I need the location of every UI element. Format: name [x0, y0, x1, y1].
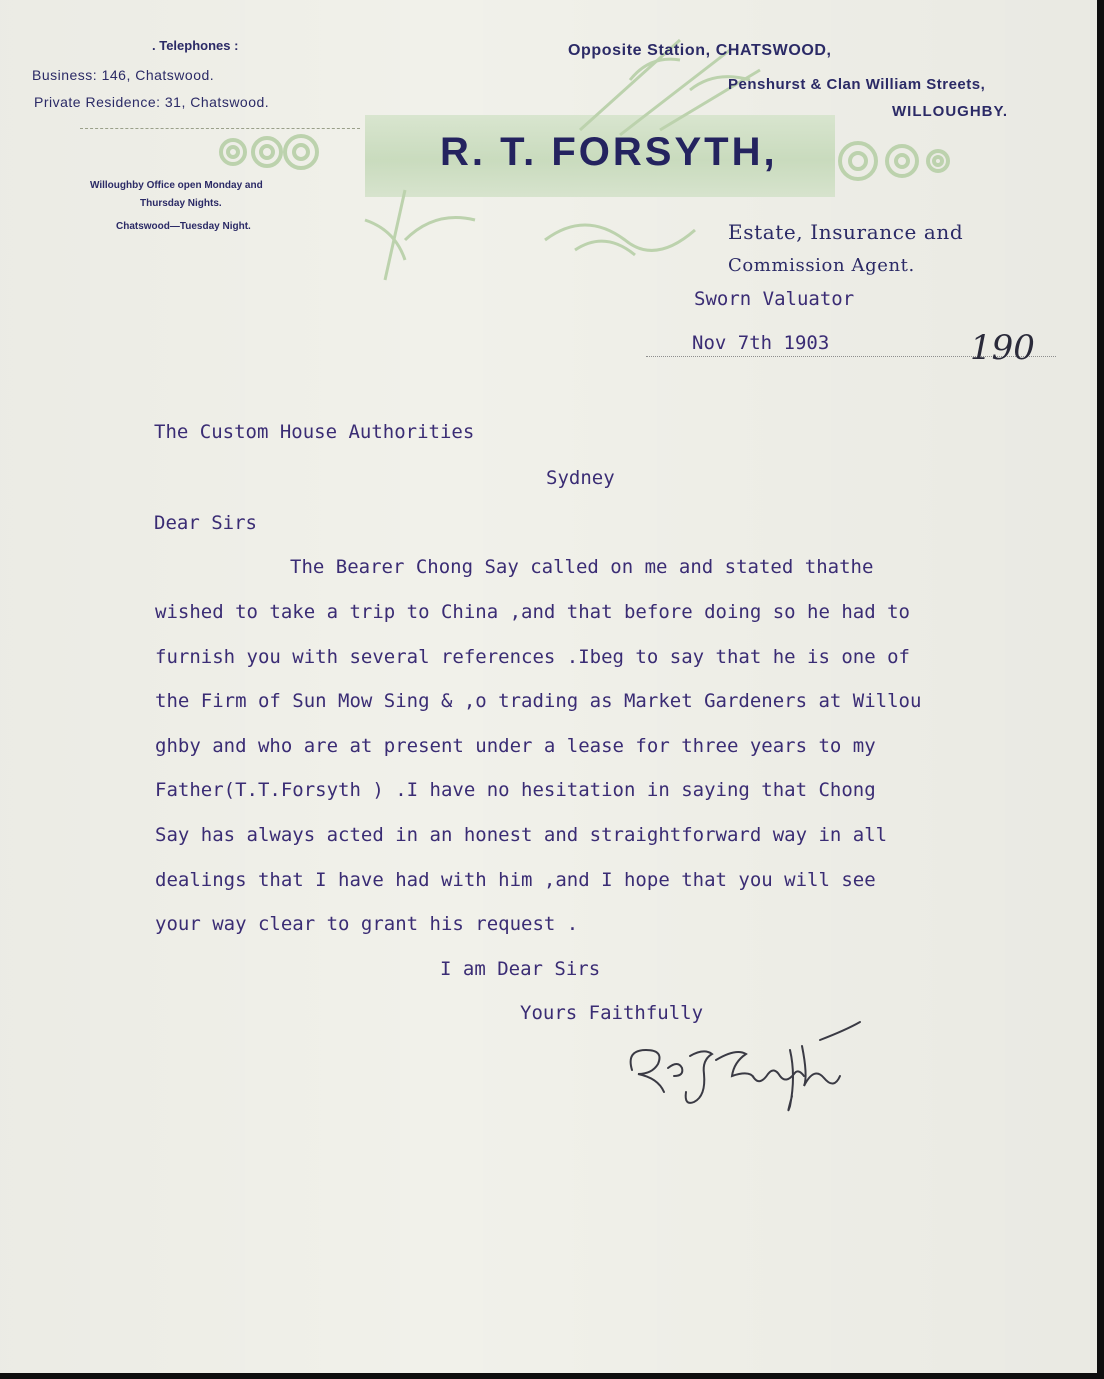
- printed-year: 190: [970, 328, 1035, 368]
- business-phone: Business: 146, Chatswood.: [32, 67, 215, 83]
- address-line-2: Penshurst & Clan William Streets,: [728, 76, 986, 93]
- office-hours-line-1: Willoughby Office open Monday and: [90, 180, 263, 191]
- telephones-title: . Telephones :: [152, 38, 239, 53]
- closing-line-2: Yours Faithfully: [520, 1002, 704, 1024]
- office-hours-line-3: Chatswood—Tuesday Night.: [116, 221, 251, 232]
- body-line-9: your way clear to grant his request .: [155, 913, 579, 935]
- profession-line-2: Commission Agent.: [728, 255, 915, 276]
- body-line-8: dealings that I have had with him ,and I hope that you will see: [155, 869, 876, 891]
- office-hours-line-2: Thursday Nights.: [140, 198, 222, 209]
- addressee-line-1: The Custom House Authorities: [154, 421, 475, 443]
- body-line-3: furnish you with several references .Ibeg to say that he is one of: [155, 646, 910, 668]
- body-line-6: Father(T.T.Forsyth ) .I have no hesitation in saying that Chong: [155, 779, 876, 801]
- profession-line-1: Estate, Insurance and: [728, 220, 964, 244]
- body-line-1: The Bearer Chong Say called on me and stated thathe: [290, 556, 874, 578]
- firm-name: R. T. FORSYTH,: [440, 130, 778, 174]
- private-phone: Private Residence: 31, Chatswood.: [34, 94, 270, 110]
- handwritten-signature: [620, 1020, 880, 1130]
- closing-line-1: I am Dear Sirs: [440, 958, 601, 980]
- body-line-5: ghby and who are at present under a lease for three years to my: [155, 735, 876, 757]
- address-line-1: Opposite Station, CHATSWOOD,: [568, 42, 832, 59]
- body-line-4: the Firm of Sun Mow Sing & ,o trading as Market Gardeners at Willou: [155, 690, 922, 712]
- circle-ornament-right-icon: [830, 135, 960, 191]
- addressee-line-2: Sydney: [546, 467, 615, 489]
- body-line-7: Say has always acted in an honest and straightforward way in all: [155, 824, 888, 846]
- circle-ornament-left-icon: [205, 128, 325, 184]
- salutation: Dear Sirs: [154, 512, 257, 534]
- sworn-valuator: Sworn Valuator: [694, 288, 855, 310]
- letter-date: Nov 7th 1903: [692, 332, 830, 354]
- address-line-3: WILLOUGHBY.: [892, 103, 1008, 120]
- body-line-2: wished to take a trip to China ,and that before doing so he had to: [155, 601, 910, 623]
- bamboo-ornament-bottom-icon: [345, 180, 745, 290]
